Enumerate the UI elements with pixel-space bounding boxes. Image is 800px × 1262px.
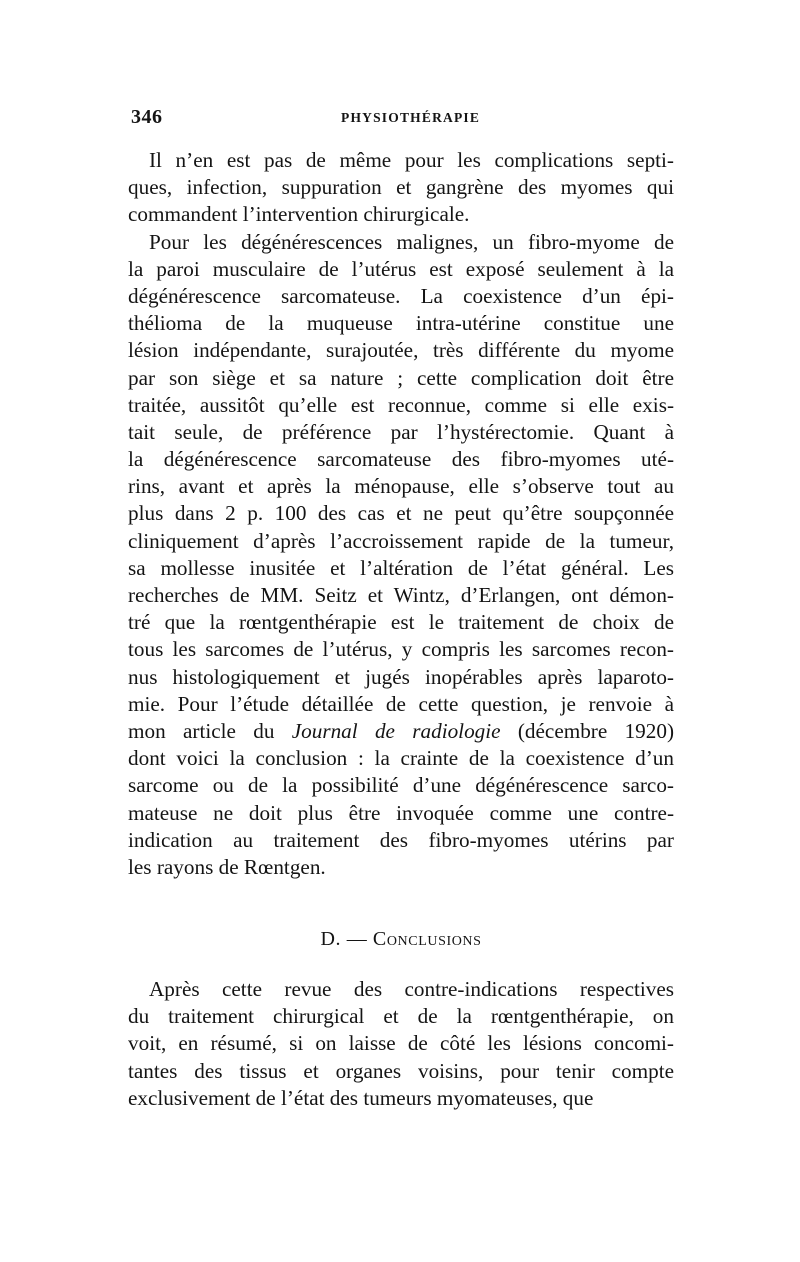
text-line: du traitement chirurgical et de la rœntgenthérapie, on [128, 1004, 674, 1029]
text-line: par son siège et sa nature ; cette complication doit être [128, 365, 674, 390]
text-line: mon article du Journal de radiologie (décembre 1920) [128, 718, 674, 743]
journal-title: Journal de radiologie [291, 718, 501, 743]
text-line: recherches de MM. Seitz et Wintz, d’Erlangen, ont démon- [128, 583, 674, 607]
text-line: indication au traitement des fibro-myomes utérins par [128, 827, 674, 852]
text-line: plus dans 2 p. 100 des cas et ne peut qu’être soupçonnée [128, 501, 674, 526]
section-title: Conclusions [372, 928, 482, 950]
body-text-continued [128, 976, 674, 1112]
page-number: 346 [131, 106, 163, 128]
text-line: voit, en résumé, si on laisse de côté les lésions concomi- [128, 1031, 674, 1056]
body-text [128, 147, 674, 881]
text-line: Il n’en est pas de même pour les complications septi- [149, 148, 674, 172]
text-line: tantes des tissus et organes voisins, pour tenir compte [128, 1058, 674, 1083]
text-line: tous les sarcomes de l’utérus, y compris les sarcomes recon- [128, 637, 674, 662]
text-line: mateuse ne doit plus être invoquée comme une contre- [128, 800, 674, 825]
text-line: nus histologiquement et jugés inopérables après laparoto- [128, 664, 674, 689]
page-header [131, 106, 671, 130]
text-line: tré que la rœntgenthérapie est le traitement de choix de [128, 610, 674, 635]
text-line: mie. Pour l’étude détaillée de cette question, je renvoie à [128, 691, 674, 716]
text-line: exclusivement de l’état des tumeurs myomateuses, que [128, 1085, 594, 1110]
text-line: les rayons de Rœntgen. [128, 854, 326, 879]
text-line: la paroi musculaire de l’utérus est exposé seulement à la [128, 256, 674, 281]
text-line: sarcome ou de la possibilité d’une dégénérescence sarco- [128, 773, 674, 798]
text-line: traitée, aussitôt qu’elle est reconnue, comme si elle exis- [128, 392, 674, 417]
text-line: la dégénérescence sarcomateuse des fibro-myomes uté- [128, 447, 674, 472]
section-heading [128, 928, 674, 951]
text-line: Après cette revue des contre-indications respectives [149, 977, 674, 1001]
text-line: sa mollesse inusitée et l’altération de l’état général. Les [128, 555, 674, 580]
text-line: ques, infection, suppuration et gangrène des myomes qui [128, 175, 674, 200]
text-line: tait seule, de préférence par l’hystérectomie. Quant à [128, 419, 674, 444]
section-letter: D. — [320, 928, 368, 950]
text-line: dont voici la conclusion : la crainte de la coexistence d’un [128, 746, 674, 771]
text-line: commandent l’intervention chirurgicale. [128, 202, 470, 227]
text-line: rins, avant et après la ménopause, elle s’observe tout au [128, 474, 674, 499]
text-line: cliniquement d’après l’accroissement rapide de la tumeur, [128, 528, 674, 553]
text-line: thélioma de la muqueuse intra-utérine constitue une [128, 311, 674, 336]
text-line: lésion indépendante, surajoutée, très différente du myome [128, 338, 674, 363]
text-line: Pour les dégénérescences malignes, un fibro-myome de [149, 229, 674, 254]
text-line: dégénérescence sarcomateuse. La coexistence d’un épi- [128, 283, 674, 308]
running-head: PHYSIOTHÉRAPIE [341, 110, 481, 125]
